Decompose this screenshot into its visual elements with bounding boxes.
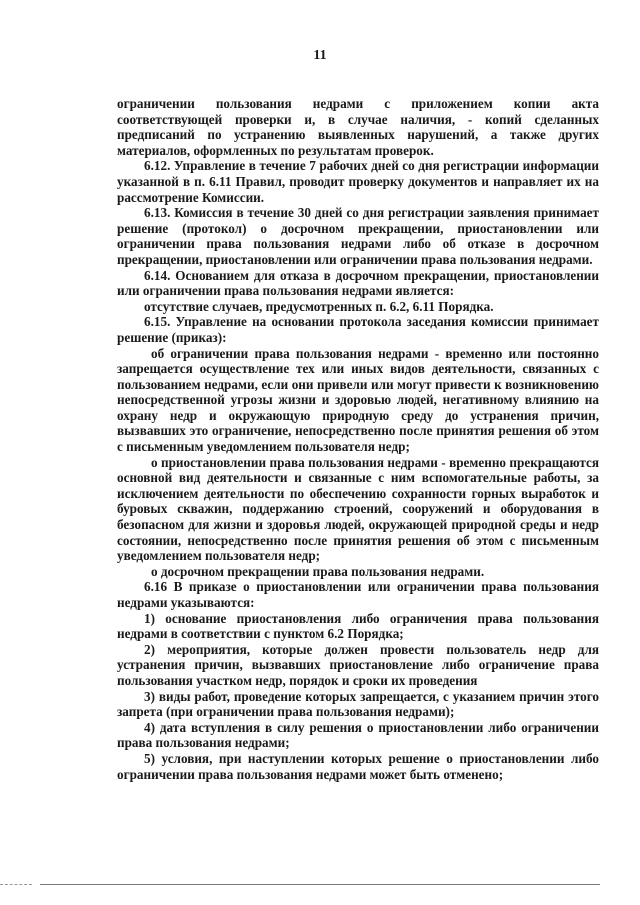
paragraph: 6.15. Управление на основании протокола заседания комиссии принимает решение (приказ):: [117, 314, 599, 345]
page-number: 11: [313, 48, 327, 63]
paragraph: 4) дата вступления в силу решения о приостановлении либо ограничении права пользования недрами;: [117, 719, 599, 751]
scan-edge-rule: [0, 884, 32, 885]
paragraph: 2) мероприятия, которые должен провести пользователь недр для устранения причин, вызвавших приостановление либо ограничение права пользования участком недр, порядок и сроки их проведения: [117, 641, 599, 688]
paragraph: о досрочном прекращении права пользования недрами.: [151, 563, 485, 579]
paragraph: 5) условия, при наступлении которых решение о приостановлении либо ограничении права пользования недрами может быть отменено;: [117, 750, 599, 782]
footer-divider: [40, 884, 600, 885]
document-body: [117, 96, 599, 782]
paragraph: отсутствие случаев, предусмотренных п. 6.2, 6.11 Порядка.: [144, 298, 494, 314]
paragraph: 6.16 В приказе о приостановлении или ограничении права пользования недрами указываются:: [117, 579, 599, 610]
paragraph: 6.12. Управление в течение 7 рабочих дней со дня регистрации информации указанной в п. 6.11 Правил, проводит проверку документов и направляет их на рассмотрение Комиссии.: [117, 158, 599, 205]
paragraph: об ограничении права пользования недрами - временно или постоянно запрещается осуществление тех или иных видов деятельности, связанных с пользованием недрами, если они привели или могут привести к возникновению непосредственной угрозы жизни и здоровью людей, негативному влиянию на охрану недр и окружающую природную среду до устранения причин, вызвавших это ограничение, непосредственно после принятия решения об этом с письменным уведомлением пользователя недр;: [117, 345, 599, 455]
paragraph: ограничении пользования недрами с приложением копии акта соответствующей проверки и, в случае наличия, - копий сделанных предписаний по устранению выявленных нарушений, а также других материалов, оформленных по результатам проверок.: [117, 96, 599, 158]
paragraph: 6.13. Комиссия в течение 30 дней со дня регистрации заявления принимает решение (протокол) о досрочном прекращении, приостановлении или ограничении права пользования недрами либо об отказе в досрочном прекращении, приостановлении или ограничении права пользования недрами.: [117, 205, 599, 267]
paragraph: о приостановлении права пользования недрами - временно прекращаются основной вид деятельности и связанные с ним вспомогательные работы, за исключением деятельности по обеспечению сохранности горных выработок и буровых скважин, поддержанию строений, сооружений и оборудования в безопасном для жизни и здоровья людей, окружающей природной среды и недр состоянии, непосредственно после принятия решения об этом с письменным уведомлением пользователя недр;: [117, 454, 599, 564]
paragraph: 3) виды работ, проведение которых запрещается, с указанием причин этого запрета (при ограничении права пользования недрами);: [117, 688, 599, 720]
paragraph: 1) основание приостановления либо ограничения права пользования недрами в соответствии с пунктом 6.2 Порядка;: [117, 610, 599, 642]
paragraph: 6.14. Основанием для отказа в досрочном прекращении, приостановлении или ограничении права пользования недрами является:: [117, 267, 599, 299]
